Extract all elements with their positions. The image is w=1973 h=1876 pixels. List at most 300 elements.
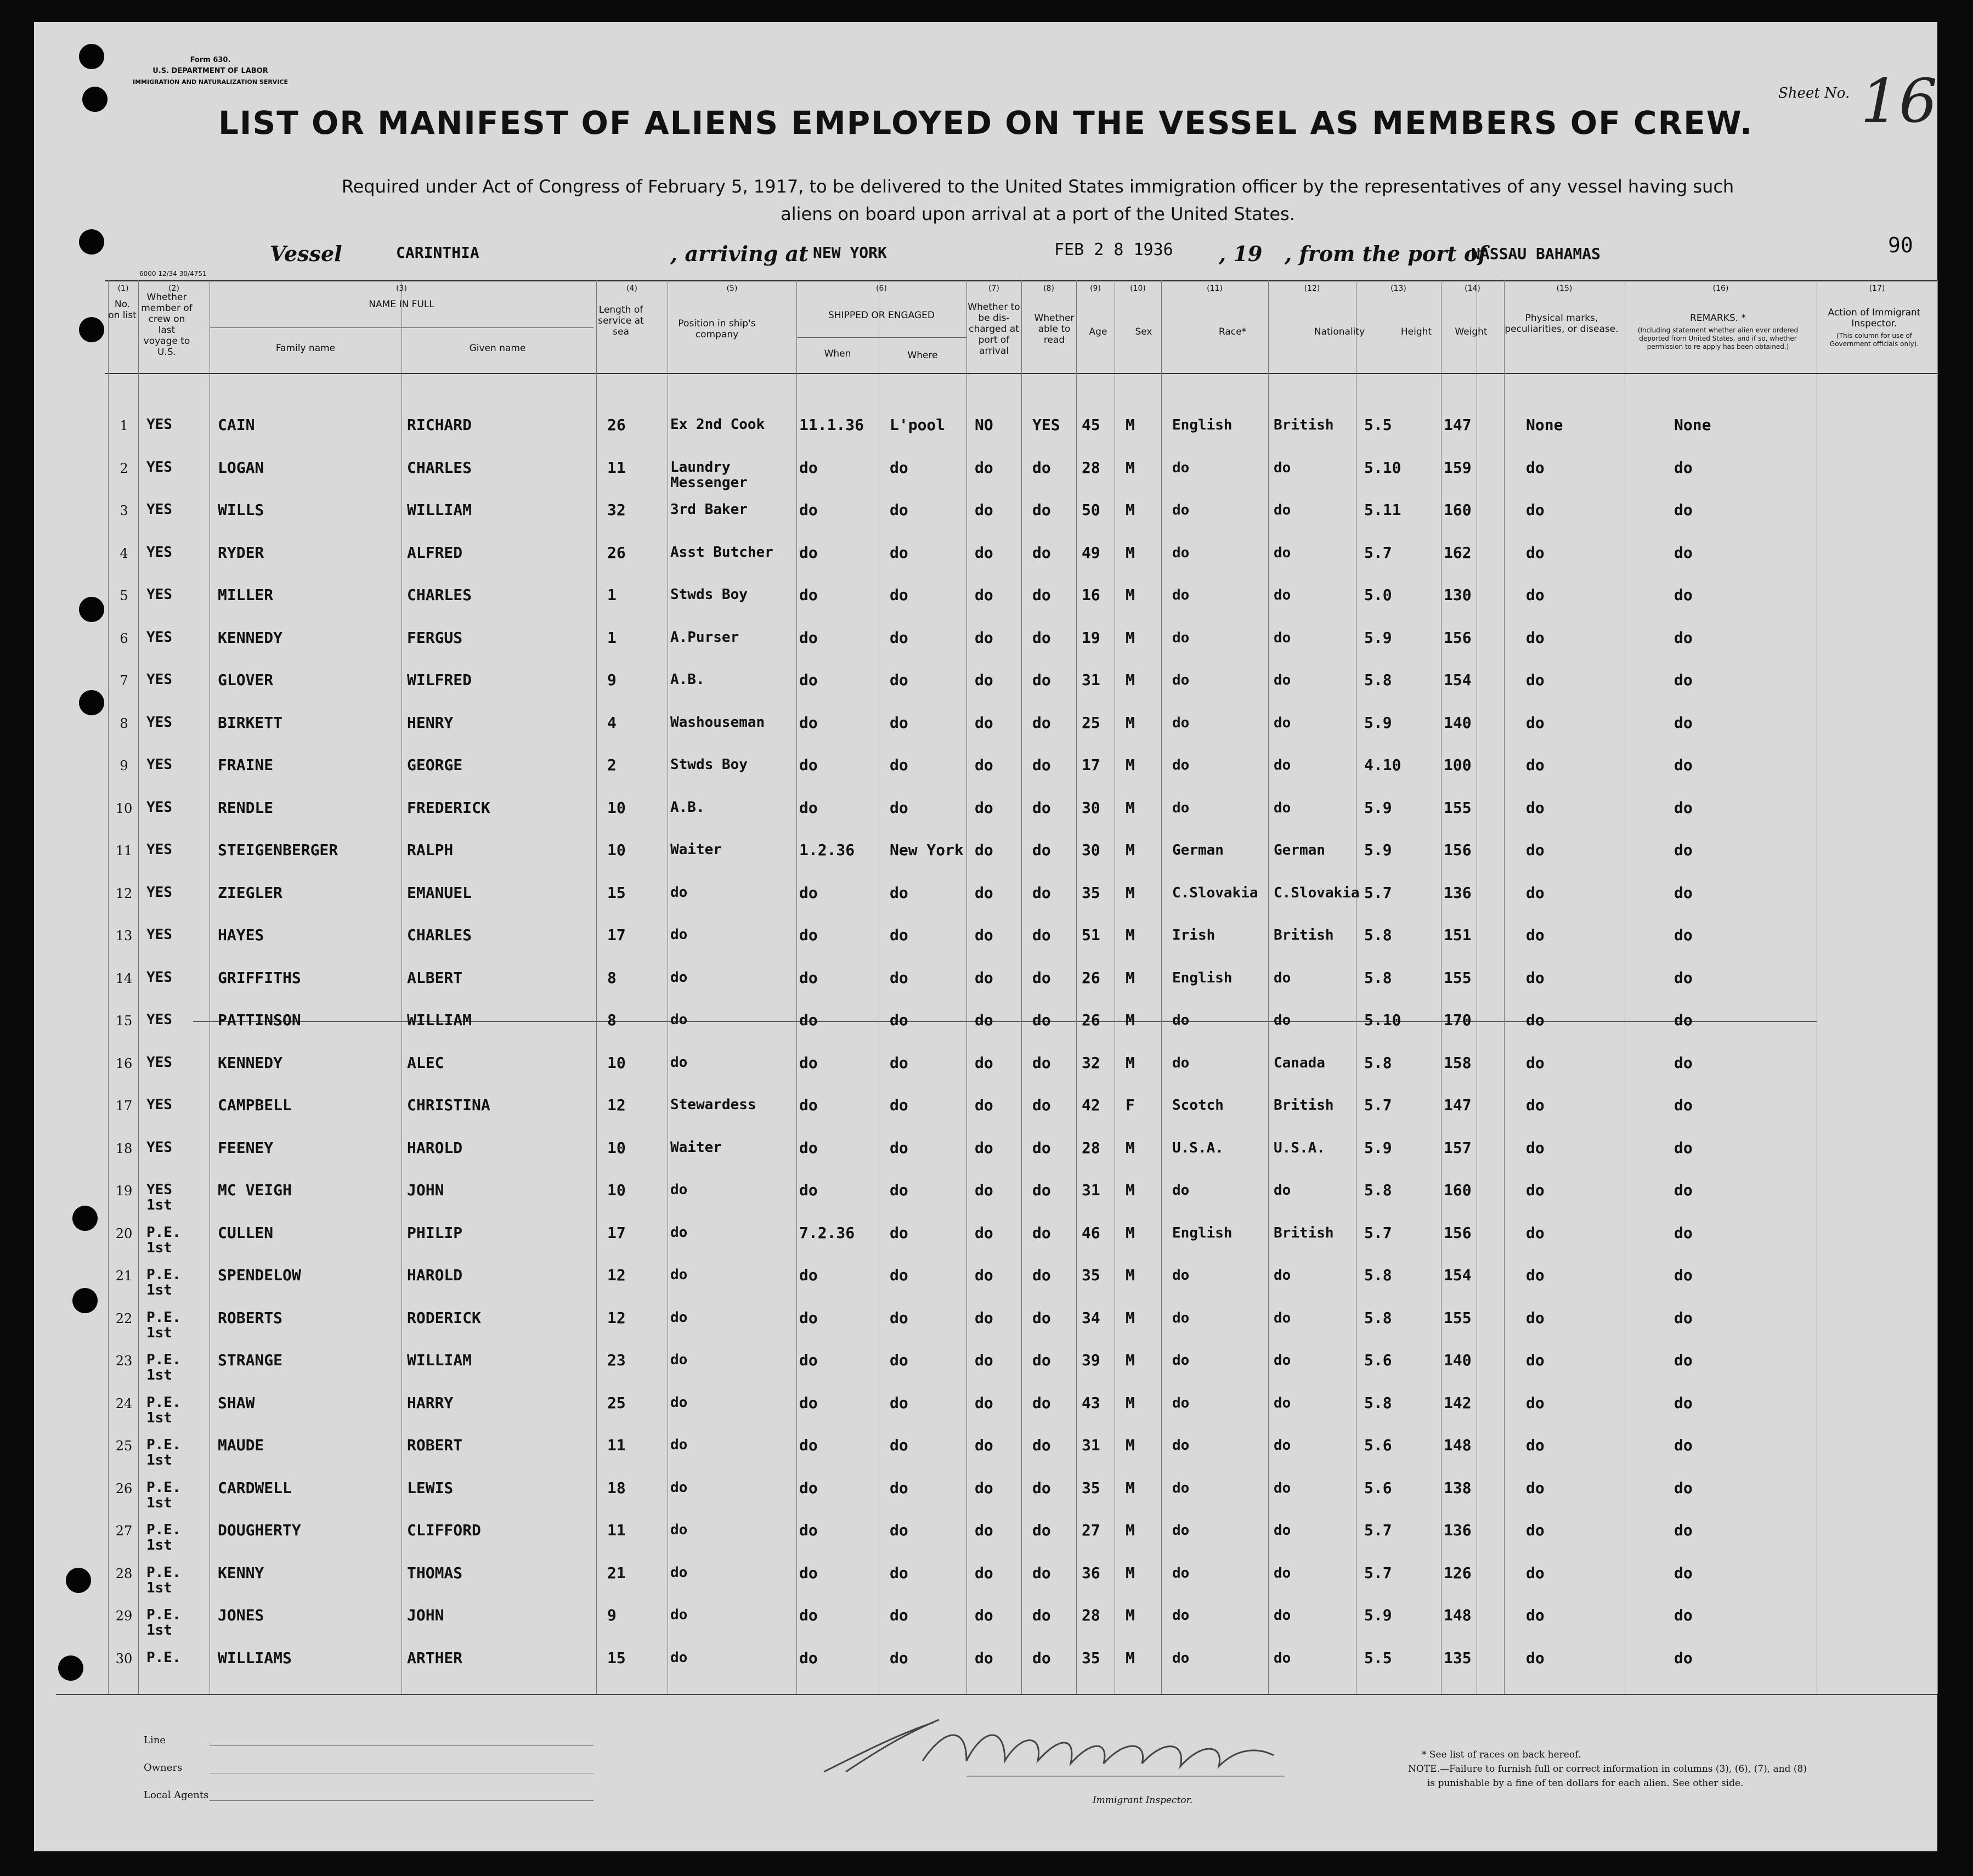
height-cell: 5.8 (1364, 1266, 1392, 1284)
discharged-cell: do (975, 756, 993, 774)
punch-hole (79, 44, 104, 69)
shipped-when-cell: do (799, 1393, 818, 1412)
length-of-service-cell: 21 (607, 1563, 626, 1582)
footnote-penalty: NOTE.—Failure to furnish full or correct information in columns (3), (6), (7), and (8) (1408, 1764, 1807, 1775)
able-to-read-cell: do (1032, 628, 1051, 647)
family-name-cell: SPENDELOW (218, 1266, 301, 1284)
shipped-when-cell: do (799, 628, 818, 647)
length-of-service-cell: 1 (607, 628, 617, 647)
row-number: 9 (120, 758, 128, 773)
length-of-service-cell: 11 (607, 1521, 626, 1539)
row-number: 19 (115, 1183, 133, 1199)
nationality-cell: do (1274, 1012, 1291, 1029)
remarks-cell: do (1674, 1266, 1693, 1284)
remarks-cell: do (1674, 841, 1693, 859)
position-cell: do (670, 1224, 688, 1241)
given-name-cell: WILLIAM (407, 1011, 472, 1029)
punch-hole (79, 317, 104, 342)
discharged-cell: do (975, 713, 993, 732)
row-number: 30 (115, 1651, 133, 1666)
print-code: 6000 12/34 30/4751 (139, 270, 207, 278)
given-name-cell: CHARLES (407, 586, 472, 604)
weight-cell: 154 (1444, 671, 1472, 689)
shipped-where-cell: do (890, 798, 908, 817)
given-name-cell: WILFRED (407, 671, 472, 689)
row-number: 22 (115, 1310, 133, 1326)
weight-cell: 154 (1444, 1266, 1472, 1284)
physical-marks-cell: do (1526, 543, 1545, 562)
given-name-cell: ALEC (407, 1053, 444, 1072)
physical-marks-cell: do (1526, 926, 1545, 944)
position-cell: do (670, 1522, 688, 1538)
family-name-cell: STRANGE (218, 1351, 283, 1369)
column-number: (17) (1869, 284, 1885, 293)
position-cell: do (670, 1054, 688, 1071)
physical-marks-cell: do (1526, 1223, 1545, 1242)
nationality-cell: do (1274, 459, 1291, 476)
punch-hole (79, 229, 104, 255)
nationality-cell: do (1274, 757, 1291, 773)
height-cell: 5.7 (1364, 883, 1392, 902)
sex-cell: M (1126, 713, 1135, 732)
given-name-cell: GEORGE (407, 756, 463, 774)
able-to-read-cell: do (1032, 1351, 1051, 1369)
shipped-where-cell: do (890, 1351, 908, 1369)
age-cell: 31 (1082, 671, 1100, 689)
remarks-cell: do (1674, 1053, 1693, 1072)
race-cell: do (1172, 587, 1190, 603)
shipped-when-cell: do (799, 1096, 818, 1114)
family-name-cell: CULLEN (218, 1223, 274, 1242)
able-to-read-cell: do (1032, 1478, 1051, 1497)
crew-status-cell: YES (146, 671, 172, 688)
height-cell: 5.9 (1364, 798, 1392, 817)
physical-marks-cell: do (1526, 1648, 1545, 1667)
sex-cell: M (1126, 1223, 1135, 1242)
shipped-where-cell: do (890, 1436, 908, 1454)
sex-cell: F (1126, 1096, 1135, 1114)
column-number: (12) (1304, 284, 1320, 293)
height-cell: 5.9 (1364, 1138, 1392, 1157)
remarks-cell: do (1674, 1011, 1693, 1029)
weight-cell: 130 (1444, 586, 1472, 604)
sex-cell: M (1126, 1521, 1135, 1539)
row-number: 10 (115, 800, 133, 816)
shipped-where-cell: do (890, 883, 908, 902)
service: IMMIGRATION AND NATURALIZATION SERVICE (133, 78, 289, 86)
shipped-when-cell: do (799, 1181, 818, 1199)
given-name-cell: CLIFFORD (407, 1521, 481, 1539)
discharged-cell: do (975, 1436, 993, 1454)
row-number: 11 (115, 843, 133, 858)
column-divider (596, 280, 597, 1694)
shipped-when-cell: do (799, 1138, 818, 1157)
row-number: 15 (115, 1013, 133, 1029)
family-name-cell: RYDER (218, 543, 264, 562)
nationality-cell: do (1274, 672, 1291, 688)
discharged-cell: do (975, 458, 993, 477)
position-cell: Asst Butcher (670, 544, 773, 561)
physical-marks-cell: do (1526, 756, 1545, 774)
able-to-read-cell: do (1032, 841, 1051, 859)
header-race: Race* (1218, 326, 1247, 337)
height-cell: 5.6 (1364, 1351, 1392, 1369)
position-cell: do (670, 1564, 688, 1581)
weight-cell: 138 (1444, 1478, 1472, 1497)
remarks-cell: do (1674, 1436, 1693, 1454)
height-cell: 5.8 (1364, 926, 1392, 944)
age-cell: 35 (1082, 1648, 1100, 1667)
remarks-cell: do (1674, 458, 1693, 477)
height-cell: 5.8 (1364, 671, 1392, 689)
footnote-penalty-cont: is punishable by a fine of ten dollars for each alien. See other side. (1427, 1778, 1744, 1789)
able-to-read-cell: do (1032, 713, 1051, 732)
able-to-read-cell: do (1032, 798, 1051, 817)
height-cell: 5.9 (1364, 841, 1392, 859)
header-no-on-list: No. on list (108, 299, 137, 321)
physical-marks-cell: do (1526, 968, 1545, 987)
row-number: 17 (115, 1098, 133, 1114)
shipped-when-cell: do (799, 458, 818, 477)
nationality-cell: British (1274, 417, 1334, 433)
inspector-signature (802, 1711, 1296, 1788)
row-number: 5 (120, 588, 128, 603)
family-name-cell: FEENEY (218, 1138, 274, 1157)
position-cell: Waiter (670, 1139, 722, 1156)
crew-status-cell: YES (146, 586, 172, 603)
physical-marks-cell: do (1526, 671, 1545, 689)
age-cell: 16 (1082, 586, 1100, 604)
shipped-when-cell: do (799, 798, 818, 817)
physical-marks-cell: do (1526, 1436, 1545, 1454)
weight-cell: 100 (1444, 756, 1472, 774)
crew-status-cell: YES (146, 501, 172, 518)
height-cell: 5.0 (1364, 586, 1392, 604)
discharged-cell: do (975, 1606, 993, 1624)
weight-cell: 148 (1444, 1436, 1472, 1454)
punch-hole (79, 597, 104, 622)
physical-marks-cell: do (1526, 1138, 1545, 1157)
physical-marks-cell: do (1526, 1266, 1545, 1284)
column-divider (1161, 280, 1162, 1694)
position-cell: do (670, 1607, 688, 1623)
race-cell: do (1172, 459, 1190, 476)
given-name-cell: FREDERICK (407, 798, 490, 817)
crew-status-cell: YES (146, 756, 172, 773)
weight-cell: 156 (1444, 628, 1472, 647)
given-name-cell: FERGUS (407, 628, 463, 647)
remarks-cell: do (1674, 756, 1693, 774)
shipped-when-cell: do (799, 1648, 818, 1667)
length-of-service-cell: 11 (607, 1436, 626, 1454)
length-of-service-cell: 17 (607, 926, 626, 944)
sheet-number: 16 (1861, 66, 1937, 136)
age-cell: 17 (1082, 756, 1100, 774)
family-name-cell: RENDLE (218, 798, 274, 817)
column-number: (3) (396, 284, 407, 293)
height-cell: 5.9 (1364, 713, 1392, 732)
crew-status-cell: YES (146, 1054, 172, 1071)
position-cell: do (670, 969, 688, 986)
department: U.S. DEPARTMENT OF LABOR (152, 67, 268, 75)
discharged-cell: do (975, 1011, 993, 1029)
race-cell: do (1172, 1479, 1190, 1496)
race-cell: do (1172, 502, 1190, 518)
column-number: (10) (1130, 284, 1146, 293)
weight-cell: 160 (1444, 501, 1472, 519)
nationality-cell: do (1274, 1394, 1291, 1411)
remarks-cell: do (1674, 1606, 1693, 1624)
given-name-cell: RICHARD (407, 416, 472, 434)
discharged-cell: do (975, 628, 993, 647)
weight-cell: 136 (1444, 1521, 1472, 1539)
family-name-cell: KENNEDY (218, 1053, 283, 1072)
sex-cell: M (1126, 1563, 1135, 1582)
age-cell: 35 (1082, 1266, 1100, 1284)
age-cell: 30 (1082, 798, 1100, 817)
shipped-where-cell: do (890, 586, 908, 604)
crew-status-cell: YES (146, 841, 172, 858)
row-number: 13 (115, 928, 133, 943)
remarks-cell: do (1674, 1223, 1693, 1242)
length-of-service-cell: 11 (607, 458, 626, 477)
position-cell: do (670, 1012, 688, 1028)
manifest-sheet (34, 22, 1937, 1851)
length-of-service-cell: 8 (607, 1011, 617, 1029)
shipped-where-cell: do (890, 1606, 908, 1624)
given-name-cell: WILLIAM (407, 1351, 472, 1369)
nationality-cell: do (1274, 1437, 1291, 1454)
family-name-cell: GRIFFITHS (218, 968, 301, 987)
sex-cell: M (1126, 841, 1135, 859)
height-cell: 5.8 (1364, 1181, 1392, 1199)
column-number: (7) (988, 284, 999, 293)
discharged-cell: do (975, 1521, 993, 1539)
page-title: LIST OR MANIFEST OF ALIENS EMPLOYED ON THE VESSEL AS MEMBERS OF CREW. (218, 104, 1754, 142)
able-to-read-cell: do (1032, 968, 1051, 987)
physical-marks-cell: do (1526, 1563, 1545, 1582)
shipped-where-cell: do (890, 543, 908, 562)
able-to-read-cell: do (1032, 1393, 1051, 1412)
remarks-cell: do (1674, 501, 1693, 519)
nationality-cell: do (1274, 1564, 1291, 1581)
sheet-number-label: Sheet No. (1778, 85, 1850, 101)
age-cell: 25 (1082, 713, 1100, 732)
family-name-cell: MC VEIGH (218, 1181, 292, 1199)
sex-cell: M (1126, 1181, 1135, 1199)
weight-cell: 148 (1444, 1606, 1472, 1624)
height-cell: 5.10 (1364, 1011, 1401, 1029)
family-name-cell: CAMPBELL (218, 1096, 292, 1114)
header-nationality: Nationality (1314, 326, 1365, 337)
sex-cell: M (1126, 628, 1135, 647)
crew-status-cell: YES (146, 416, 172, 433)
age-cell: 49 (1082, 543, 1100, 562)
sex-cell: M (1126, 798, 1135, 817)
weight-cell: 170 (1444, 1011, 1472, 1029)
physical-marks-cell: do (1526, 1393, 1545, 1412)
from-port-label: , from the port of (1285, 241, 1487, 266)
length-of-service-cell: 17 (607, 1223, 626, 1242)
weight-cell: 156 (1444, 1223, 1472, 1242)
crew-status-cell: YES (146, 926, 172, 943)
discharged-cell: do (975, 671, 993, 689)
header-sex: Sex (1135, 326, 1152, 337)
height-cell: 4.10 (1364, 756, 1401, 774)
physical-marks-cell: do (1526, 1308, 1545, 1327)
row-number: 2 (120, 460, 128, 476)
able-to-read-cell: do (1032, 1436, 1051, 1454)
column-number: (5) (726, 284, 738, 293)
row-number: 25 (115, 1438, 133, 1454)
row-number: 26 (115, 1481, 133, 1496)
discharged-cell: do (975, 1393, 993, 1412)
header-discharged: Whether to be dis-charged at port of arrival (968, 302, 1020, 357)
remarks-cell: do (1674, 1563, 1693, 1582)
sex-cell: M (1126, 756, 1135, 774)
header-when: When (824, 348, 851, 359)
age-cell: 31 (1082, 1181, 1100, 1199)
sex-cell: M (1126, 416, 1135, 434)
position-cell: do (670, 1309, 688, 1326)
length-of-service-cell: 9 (607, 1606, 617, 1624)
nationality-cell: do (1274, 1522, 1291, 1539)
weight-cell: 151 (1444, 926, 1472, 944)
given-name-cell: RALPH (407, 841, 454, 859)
race-cell: C.Slovakia (1172, 884, 1258, 901)
crew-status-cell: YES (146, 459, 172, 476)
length-of-service-cell: 26 (607, 543, 626, 562)
discharged-cell: do (975, 501, 993, 519)
sex-cell: M (1126, 1393, 1135, 1412)
race-cell: do (1172, 757, 1190, 773)
able-to-read-cell: do (1032, 1138, 1051, 1157)
given-name-cell: ALBERT (407, 968, 463, 987)
race-cell: English (1172, 969, 1233, 986)
length-of-service-cell: 10 (607, 1181, 626, 1199)
column-number: (13) (1390, 284, 1406, 293)
remarks-cell: do (1674, 1308, 1693, 1327)
nationality-cell: do (1274, 1649, 1291, 1666)
punch-hole (72, 1206, 98, 1231)
position-cell: do (670, 884, 688, 901)
position-cell: do (670, 1394, 688, 1411)
height-cell: 5.5 (1364, 1648, 1392, 1667)
nationality-cell: do (1274, 969, 1291, 986)
owners-label: Owners (144, 1762, 183, 1773)
race-cell: do (1172, 672, 1190, 688)
physical-marks-cell: do (1526, 713, 1545, 732)
column-divider (1937, 280, 1938, 1694)
age-cell: 34 (1082, 1308, 1100, 1327)
column-divider (1504, 280, 1505, 1694)
row-number: 3 (120, 503, 128, 518)
remarks-cell: do (1674, 1521, 1693, 1539)
sex-cell: M (1126, 1606, 1135, 1624)
weight-cell: 142 (1444, 1393, 1472, 1412)
shipped-where-cell: do (890, 1648, 908, 1667)
family-name-cell: STEIGENBERGER (218, 841, 338, 859)
race-cell: English (1172, 417, 1233, 433)
crew-status-cell: P.E. 1st (146, 1564, 181, 1596)
nationality-cell: British (1274, 1097, 1334, 1114)
race-cell: do (1172, 1267, 1190, 1284)
race-cell: do (1172, 1564, 1190, 1581)
shipped-subrule (796, 337, 966, 338)
race-cell: U.S.A. (1172, 1139, 1224, 1156)
height-cell: 5.10 (1364, 458, 1401, 477)
remarks-cell: do (1674, 1393, 1693, 1412)
line-field (210, 1745, 593, 1746)
given-name-cell: HENRY (407, 713, 454, 732)
arrival-port: NEW YORK (813, 244, 887, 262)
shipped-when-cell: do (799, 1011, 818, 1029)
header-able-to-read: Whether able to read (1034, 313, 1075, 346)
nationality-cell: do (1274, 1182, 1291, 1199)
crew-status-cell: P.E. 1st (146, 1479, 181, 1511)
crew-status-cell: P.E. (146, 1649, 181, 1666)
shipped-where-cell: do (890, 968, 908, 987)
height-cell: 5.7 (1364, 1096, 1392, 1114)
age-cell: 35 (1082, 883, 1100, 902)
position-cell: Ex 2nd Cook (670, 416, 765, 433)
able-to-read-cell: do (1032, 883, 1051, 902)
race-cell: do (1172, 1649, 1190, 1666)
shipped-when-cell: 1.2.36 (799, 841, 855, 859)
shipped-where-cell: do (890, 1521, 908, 1539)
race-cell: do (1172, 1054, 1190, 1071)
row-number: 21 (115, 1268, 133, 1284)
height-cell: 5.11 (1364, 501, 1401, 519)
discharged-cell: do (975, 968, 993, 987)
column-number: (2) (168, 284, 179, 293)
race-cell: English (1172, 1224, 1233, 1241)
length-of-service-cell: 12 (607, 1266, 626, 1284)
given-name-cell: EMANUEL (407, 883, 472, 902)
sex-cell: M (1126, 1011, 1135, 1029)
row-number: 20 (115, 1225, 133, 1241)
able-to-read-cell: do (1032, 543, 1051, 562)
sex-cell: M (1126, 883, 1135, 902)
sex-cell: M (1126, 501, 1135, 519)
position-cell: A.B. (670, 671, 705, 688)
shipped-where-cell: do (890, 671, 908, 689)
shipped-where-cell: New York (890, 841, 964, 859)
subtitle-line-2: aliens on board upon arrival at a port of the United States. (781, 204, 1295, 224)
length-of-service-cell: 25 (607, 1393, 626, 1412)
nationality-cell: British (1274, 1224, 1334, 1241)
year-label: , 19 (1219, 241, 1263, 266)
family-name-cell: LOGAN (218, 458, 264, 477)
header-family-name: Family name (275, 343, 336, 354)
age-cell: 28 (1082, 1606, 1100, 1624)
form-number: Form 630. (190, 56, 231, 64)
length-of-service-cell: 18 (607, 1478, 626, 1497)
age-cell: 27 (1082, 1521, 1100, 1539)
given-name-cell: ALFRED (407, 543, 463, 562)
crew-status-cell: YES (146, 544, 172, 561)
discharged-cell: do (975, 1096, 993, 1114)
crew-status-cell: YES (146, 799, 172, 816)
nationality-cell: Canada (1274, 1054, 1325, 1071)
race-cell: do (1172, 1437, 1190, 1454)
given-name-cell: WILLIAM (407, 501, 472, 519)
arriving-label: , arriving at (670, 241, 809, 266)
family-name-cell: HAYES (218, 926, 264, 944)
discharged-cell: do (975, 1053, 993, 1072)
header-crew-last-voyage: Whether member of crew on last voyage to U.S. (141, 292, 193, 358)
row-number: 29 (115, 1608, 133, 1624)
